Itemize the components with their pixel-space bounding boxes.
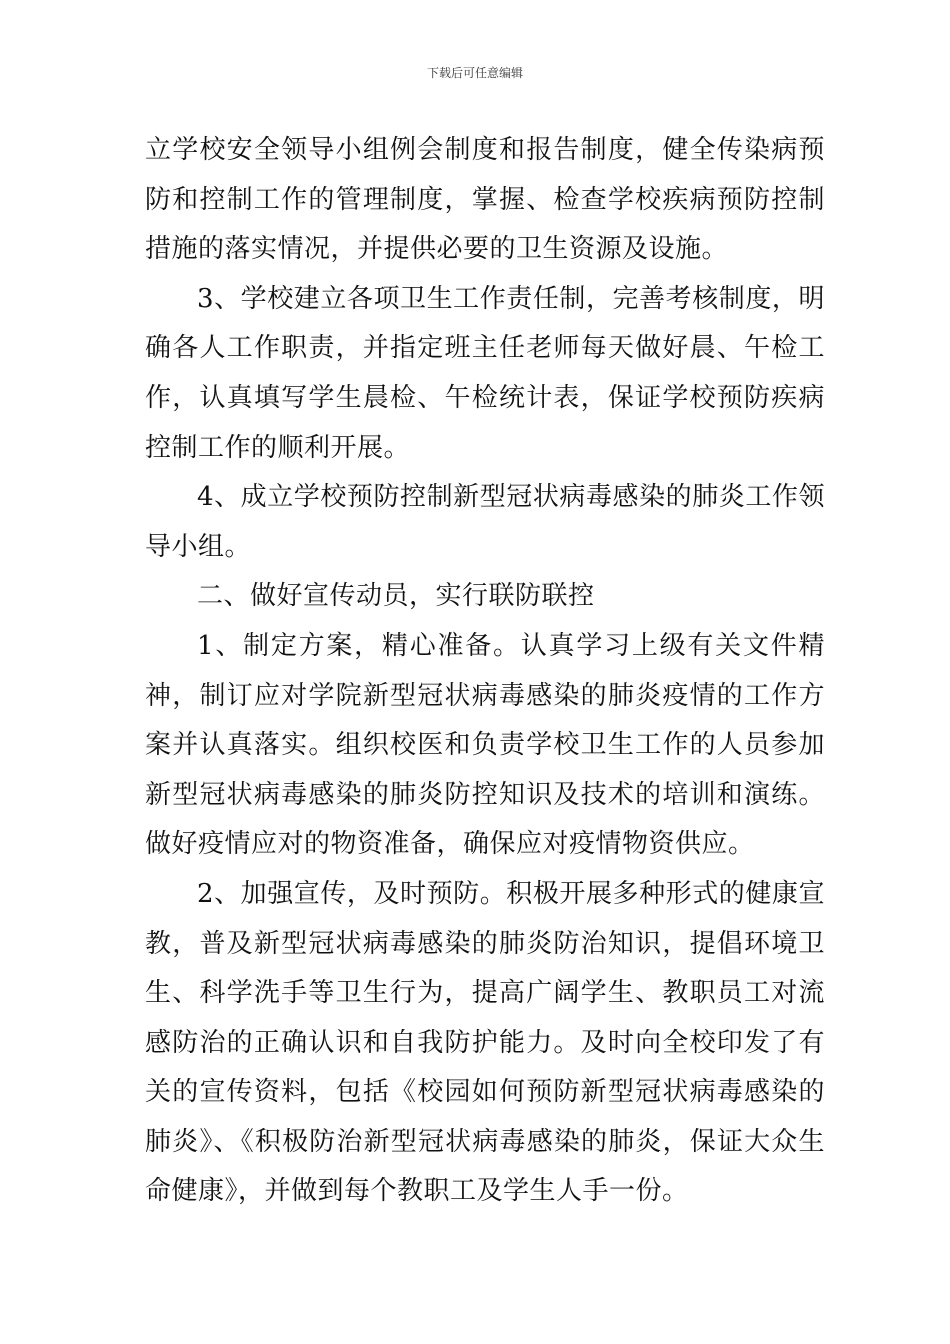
paragraph-1: 立学校安全领导小组例会制度和报告制度，健全传染病预防和控制工作的管理制度，掌握、检查学校疾病预防控制措施的落实情况，并提供必要的卫生资源及设施。	[145, 135, 825, 265]
page-header-note: 下载后可任意编辑	[426, 66, 523, 80]
section-heading: 二、做好宣传动员，实行联防联控	[197, 581, 595, 612]
paragraph-3: 4、成立学校预防控制新型冠状病毒感染的肺炎工作领导小组。	[145, 482, 825, 562]
paragraph-5: 2、加强宣传，及时预防。积极开展多种形式的健康宣教，普及新型冠状病毒感染的肺炎防治知识，提倡环境卫生、科学洗手等卫生行为，提高广阔学生、教职员工对流感防治的正确认识和自我防护能力。及时向全校印发了有关的宣传资料，包括《校园如何预防新型冠状病毒感染的肺炎》、《积极防治新型冠状病毒感染的肺炎，保证大众生命健康》，并做到每个教职工及学生人手一份。	[145, 878, 825, 1207]
document-body	[145, 126, 825, 1217]
paragraph-4: 1、制定方案，精心准备。认真学习上级有关文件精神，制订应对学院新型冠状病毒感染的肺炎疫情的工作方案并认真落实。组织校医和负责学校卫生工作的人员参加新型冠状病毒感染的肺炎防控知识及技术的培训和演练。做好疫情应对的物资准备，确保应对疫情物资供应。	[145, 630, 825, 860]
paragraph-2: 3、学校建立各项卫生工作责任制，完善考核制度，明确各人工作职责，并指定班主任老师每天做好晨、午检工作，认真填写学生晨检、午检统计表，保证学校预防疾病控制工作的顺利开展。	[145, 283, 825, 463]
